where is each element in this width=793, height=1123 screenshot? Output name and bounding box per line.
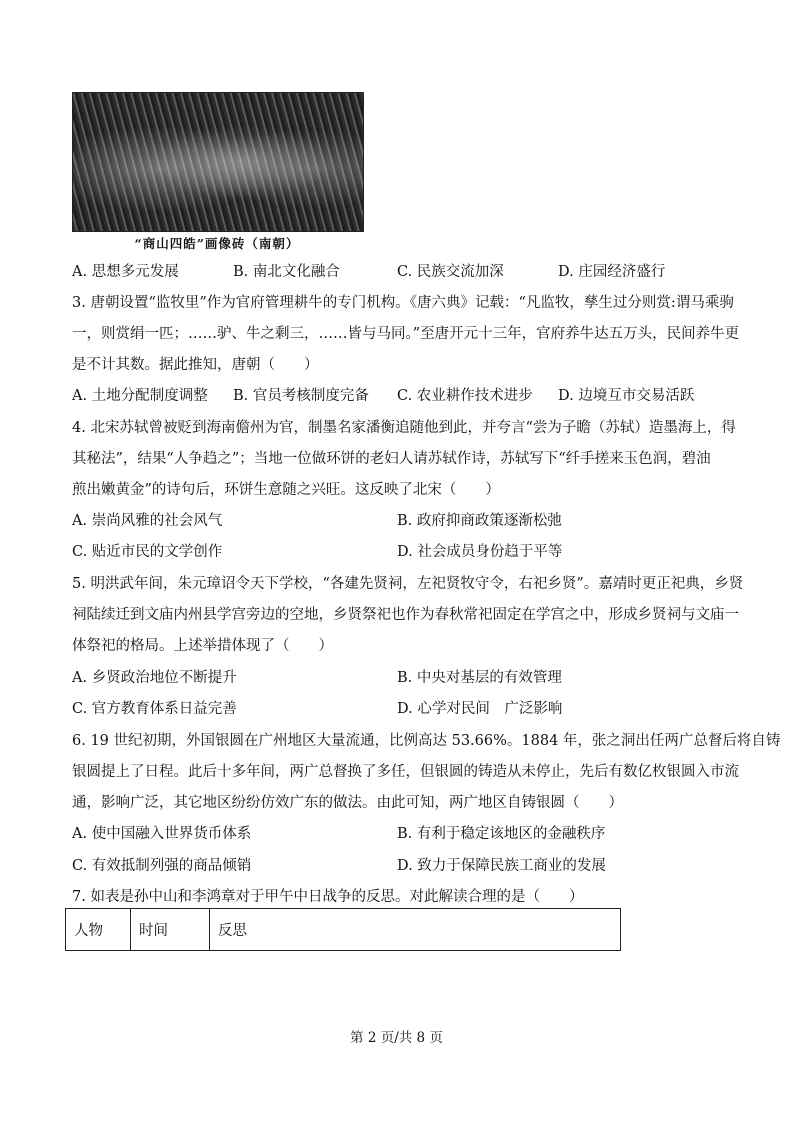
- q5-option-c: C. 官方教育体系日益完善: [72, 701, 237, 717]
- q2-option-a: A. 思想多元发展: [72, 264, 179, 280]
- q6-option-a: A. 使中国融入世界货币体系: [72, 826, 252, 842]
- table-header-reflection: 反思: [210, 909, 621, 951]
- q3-option-d: D. 边境互市交易活跃: [558, 388, 695, 404]
- q4-option-d: D. 社会成员身份趋于平等: [397, 544, 563, 560]
- table-header-row: [66, 909, 621, 951]
- figure-caption: “商山四皓”画像砖（南朝）: [134, 236, 300, 251]
- q4-option-a: A. 崇尚风雅的社会风气: [72, 513, 223, 529]
- q4-option-c: C. 贴近市民的文学创作: [72, 544, 223, 560]
- q3-option-c: C. 农业耕作技术进步: [397, 388, 533, 404]
- page-footer: 第 2 页/共 8 页: [350, 1030, 443, 1046]
- q6-stem-line-2: 银圆提上了日程。此后十多年间，两广总督换了多任，但银圆的铸造从未停止，先后有数亿枚银圆入市流: [72, 764, 739, 780]
- q6-stem-line-3: 通，影响广泛，其它地区纷纷仿效广东的做法。由此可知，两广地区自铸银圆（ ）: [72, 795, 623, 811]
- q5-option-b: B. 中央对基层的有效管理: [397, 670, 562, 686]
- q3-option-a: A. 土地分配制度调整: [72, 388, 208, 404]
- q5-stem-line-1: 5. 明洪武年间，朱元璋诏令天下学校，“各建先贤祠，左祀贤牧守令，右祀乡贤”。嘉靖时更正祀典，乡贤: [72, 576, 744, 592]
- q2-option-c: C. 民族交流加深: [397, 264, 504, 280]
- q6-option-b: B. 有利于稳定该地区的金融秩序: [397, 826, 606, 842]
- relief-brick-image: [72, 92, 364, 232]
- q4-stem-line-2: 其秘法”，结果“人争趋之”；当地一位做环饼的老妇人请苏轼作诗，苏轼写下“纤手搓来玉色润，碧油: [72, 451, 711, 467]
- reflection-table: [65, 908, 621, 951]
- q2-option-b: B. 南北文化融合: [233, 264, 340, 280]
- q7-stem: 7. 如表是孙中山和李鸿章对于甲午中日战争的反思。对此解读合理的是（ ）: [72, 889, 584, 905]
- q3-stem-line-1: 3. 唐朝设置“监牧里”作为官府管理耕牛的专门机构。《唐六典》记载：“凡监牧，孳生过分则赏:谓马乘驹: [72, 295, 734, 311]
- table-header-time: 时间: [131, 909, 210, 951]
- q5-stem-line-3: 体祭祀的格局。上述举措体现了（ ）: [72, 638, 333, 654]
- q6-option-c: C. 有效抵制列强的商品倾销: [72, 858, 252, 874]
- q3-stem-line-2: 一，则赏绢一匹；……驴、牛之剩三，……皆与马同。”至唐开元十三年，官府养牛达五万头，民间养牛更: [72, 326, 740, 342]
- table-header-person: 人物: [66, 909, 131, 951]
- q5-stem-line-2: 祠陆续迁到文庙内州县学宫旁边的空地，乡贤祭祀也作为春秋常祀固定在学宫之中，形成乡贤祠与文庙一: [72, 607, 739, 623]
- q5-option-a: A. 乡贤政治地位不断提升: [72, 670, 237, 686]
- q3-option-b: B. 官员考核制度完备: [233, 388, 369, 404]
- q4-stem-line-1: 4. 北宋苏轼曾被贬到海南儋州为官，制墨名家潘衡追随他到此，并夸言“尝为子瞻（苏轼）造墨海上，得: [72, 420, 736, 436]
- q3-stem-line-3: 是不计其数。据此推知，唐朝（ ）: [72, 357, 319, 373]
- q4-stem-line-3: 煎出嫩黄金”的诗句后，环饼生意随之兴旺。这反映了北宋（ ）: [72, 482, 500, 498]
- q6-stem-line-1: 6. 19 世纪初期，外国银圆在广州地区大量流通，比例高达 53.66%。1884 年，张之洞出任两广总督后将自铸: [72, 733, 781, 749]
- q4-option-b: B. 政府抑商政策逐渐松弛: [397, 513, 562, 529]
- q2-option-d: D. 庄园经济盛行: [558, 264, 666, 280]
- q6-option-d: D. 致力于保障民族工商业的发展: [397, 858, 606, 874]
- q5-option-d: D. 心学对民间 广泛影响: [397, 701, 563, 717]
